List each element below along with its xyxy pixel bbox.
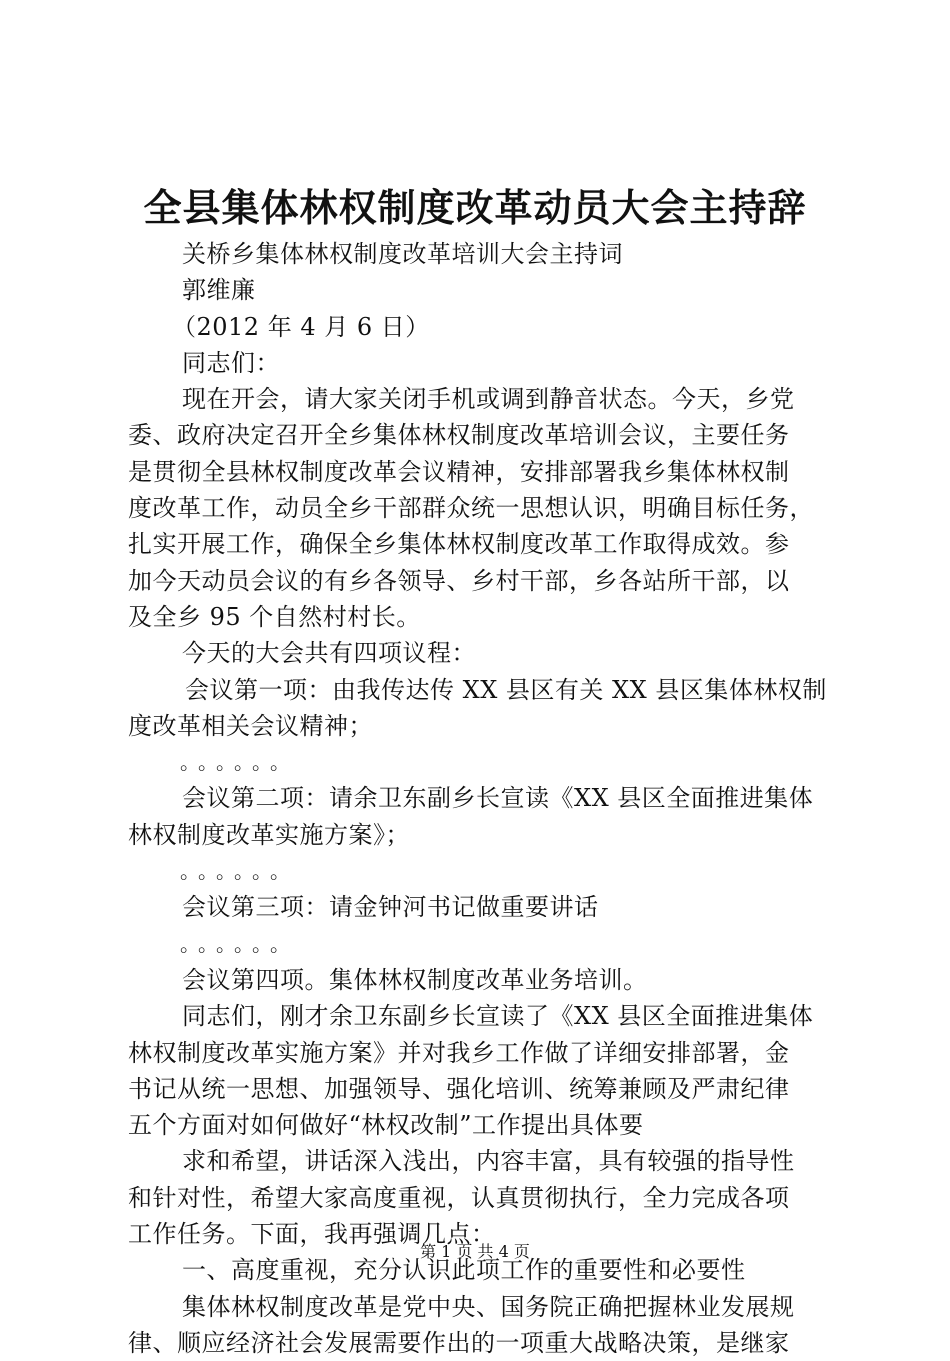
paragraph-line: 书记从统一思想、加强领导、强化培训、统筹兼顾及严肃纪律 [128,1074,790,1103]
ellipsis-marks: 。。。。。。 [180,750,298,775]
page-footer: 第 1 页 共 4 页 [420,1242,530,1261]
paragraph-line: 集体林权制度改革是党中央、国务院正确把握林业发展规 [182,1292,795,1321]
subtitle: 关桥乡集体林权制度改革培训大会主持词 [182,240,623,268]
paragraph-line: 及全乡 95 个自然村村长。 [128,602,421,631]
paragraph-line: 扎实开展工作，确保全乡集体林权制度改革工作取得成效。参 [128,530,790,559]
ellipsis-marks: 。。。。。。 [180,859,298,884]
paragraph-line: 同志们，刚才余卫东副乡长宣读了《XX 县区全面推进集体 [182,1002,814,1031]
paragraph-line: 求和希望，讲话深入浅出，内容丰富，具有较强的指导性 [182,1147,795,1176]
paragraph-line: 律、顺应经济社会发展需要作出的一项重大战略决策，是继家 [128,1328,790,1357]
document-title: 全县集体林权制度改革动员大会主持辞 [143,185,807,230]
section-heading: 一、高度重视，充分认识此项工作的重要性和必要性 [182,1256,746,1285]
agenda-intro: 今天的大会共有四项议程： [182,639,476,668]
document-body [128,236,836,1361]
paragraph-line: 现在开会，请大家关闭手机或调到静音状态。今天，乡党 [182,385,795,414]
paragraph-line: 工作任务。下面，我再强调几点： [128,1220,496,1249]
agenda-item-1-cont: 度改革相关会议精神； [128,711,373,740]
greeting: 同志们： [182,348,280,377]
agenda-item-1: 会议第一项：由我传达传 XX 县区有关 XX 县区集体林权制 [185,675,827,704]
agenda-item-2-cont: 林权制度改革实施方案》； [128,820,410,849]
agenda-item-4: 会议第四项。集体林权制度改革业务培训。 [182,965,648,994]
paragraph-line: 林权制度改革实施方案》并对我乡工作做了详细安排部署，金 [128,1038,790,1067]
author-name: 郭维廉 [182,276,256,305]
ellipsis-marks: 。。。。。。 [180,931,298,956]
paragraph-line: 五个方面对如何做好“林权改制”工作提出具体要 [128,1111,644,1140]
paragraph-line: 是贯彻全县林权制度改革会议精神，安排部署我乡集体林权制 [128,457,790,486]
paragraph-line: 和针对性，希望大家高度重视，认真贯彻执行，全力完成各项 [128,1183,790,1212]
paragraph-line: 度改革工作，动员全乡干部群众统一思想认识，明确目标任务， [128,494,814,523]
agenda-item-2: 会议第二项：请余卫东副乡长宣读《XX 县区全面推进集体 [182,784,814,813]
agenda-item-3: 会议第三项：请金钟河书记做重要讲话 [182,893,599,922]
paragraph-line: 加今天动员会议的有乡各领导、乡村干部，乡各站所干部，以 [128,566,790,595]
meeting-date: （2012 年 4 月 6 日） [172,312,430,341]
paragraph-line: 委、政府决定召开全乡集体林权制度改革培训会议，主要任务 [128,421,790,450]
